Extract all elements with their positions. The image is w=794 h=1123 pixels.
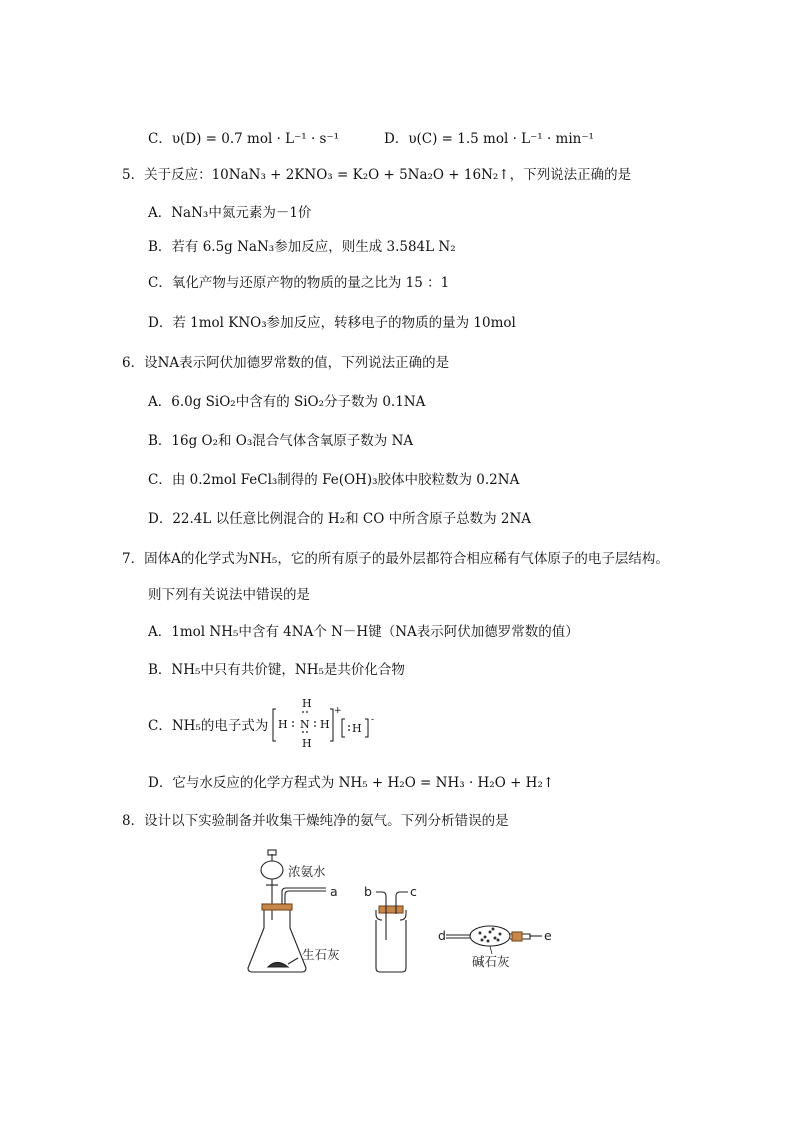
label-c: c <box>410 884 417 899</box>
q6-option-a: A．6.0g SiO₂中含有的 SiO₂分子数为 0.1NA <box>148 394 426 410</box>
lewis-plus-charge: + <box>334 706 342 716</box>
lewis-h-left: H <box>278 718 288 731</box>
lewis-hydride-h: H <box>352 722 362 735</box>
label-soda-lime: 碱石灰 <box>472 954 510 969</box>
lewis-h-right: H <box>320 718 330 731</box>
q6-option-d: D．22.4L 以任意比例混合的 H₂和 CO 中所含原子总数为 2NA <box>148 511 532 527</box>
label-e: e <box>544 928 552 943</box>
q7-option-d: D．它与水反应的化学方程式为 NH₅ + H₂O = NH₃ · H₂O + H₂↑ <box>148 775 555 791</box>
lewis-h-bottom: H <box>302 737 312 750</box>
label-d: d <box>438 928 446 943</box>
drying-tube-bulb <box>470 926 510 946</box>
label-ammonia-water: 浓氨水 <box>288 864 326 879</box>
q6-option-c: C．由 0.2mol FeCl₃制得的 Fe(OH)₃胶体中胶粒数为 0.2NA <box>148 472 520 488</box>
q5-option-b: B．若有 6.5g NaN₃参加反应，则生成 3.584L N₂ <box>148 239 456 255</box>
q5-stem: 5．关于反应：10NaN₃ + 2KNO₃ = K₂O + 5Na₂O + 16N₂↑，下列说法正确的是 <box>122 167 632 183</box>
q7-option-a: A．1mol NH₅中含有 4NA个 N－H键（NA表示阿伏加德罗常数的值） <box>148 624 579 640</box>
q4-option-c: C．υ(D) = 0.7 mol · L⁻¹ · s⁻¹ <box>148 131 340 147</box>
label-b: b <box>364 884 372 899</box>
q6-stem: 6．设NA表示阿伏加德罗常数的值，下列说法正确的是 <box>122 355 450 371</box>
lewis-n: N <box>300 718 310 731</box>
q7-option-b: B．NH₅中只有共价键，NH₅是共价化合物 <box>148 662 405 678</box>
lewis-minus-charge: - <box>371 715 375 725</box>
nh5-lewis-structure <box>272 697 392 753</box>
lewis-h-top: H <box>302 697 312 710</box>
ammonia-apparatus-diagram <box>240 840 570 980</box>
label-quicklime: 生石灰 <box>302 947 340 962</box>
q7-option-c: C．NH₅的电子式为 <box>148 718 269 734</box>
q7-stem-continued: 则下列有关说法中错误的是 <box>148 587 310 603</box>
q5-option-d: D．若 1mol KNO₃参加反应，转移电子的物质的量为 10mol <box>148 315 516 331</box>
collection-bottle <box>376 920 406 972</box>
label-a: a <box>330 884 338 899</box>
separatory-funnel <box>261 861 283 879</box>
q4-option-d: D．υ(C) = 1.5 mol · L⁻¹ · min⁻¹ <box>384 131 594 147</box>
q8-stem: 8．设计以下实验制备并收集干燥纯净的氨气。下列分析错误的是 <box>122 813 509 829</box>
q6-option-b: B．16g O₂和 O₃混合气体含氧原子数为 NA <box>148 433 414 449</box>
q5-option-c: C．氧化产物与还原产物的物质的量之比为 15 ：1 <box>148 275 450 291</box>
q5-option-a: A．NaN₃中氮元素为－1价 <box>148 205 312 221</box>
q7-stem: 7．固体A的化学式为NH₅，它的所有原子的最外层都符合相应稀有气体原子的电子层结构。 <box>122 551 669 567</box>
